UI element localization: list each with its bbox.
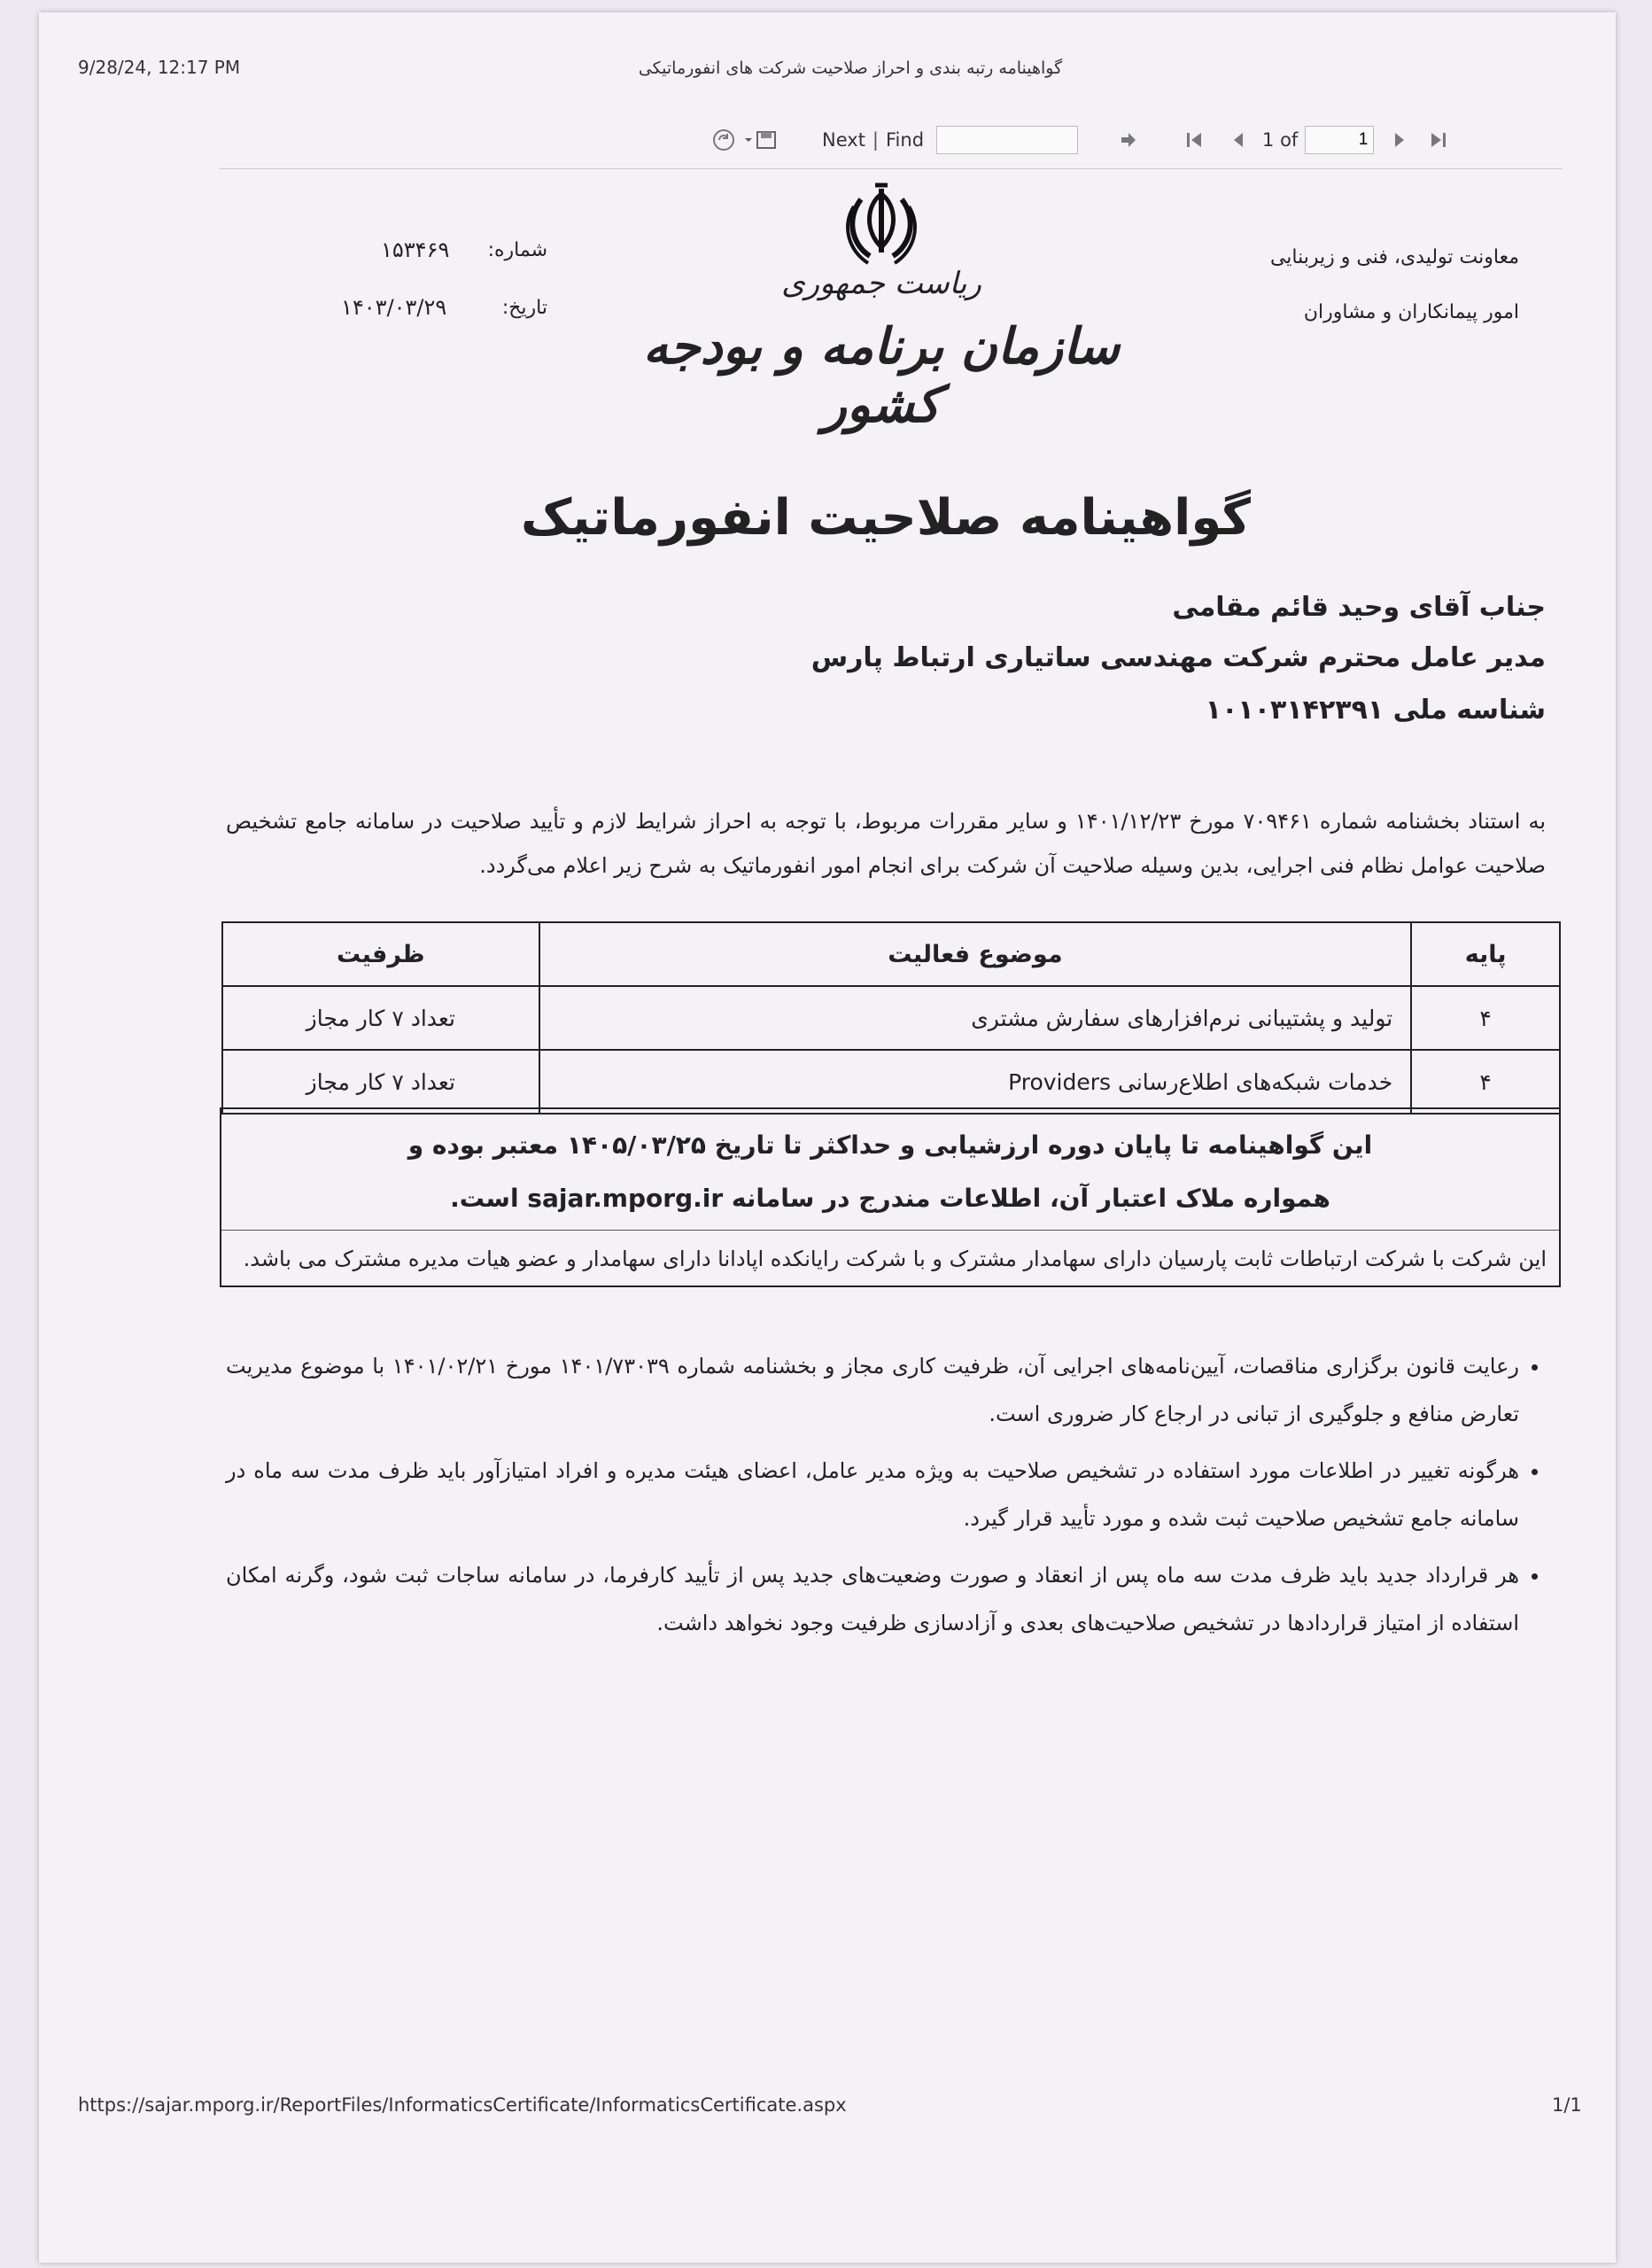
validity-line-1: این گواهینامه تا پایان دوره ارزشیابی و حداکثر تا تاریخ ۱۴۰۵/۰۳/۲۵ معتبر بوده و (407, 1130, 1373, 1160)
table-row (222, 986, 1560, 1050)
page-number-input[interactable] (1305, 126, 1374, 154)
capacity-cell: تعداد ۷ کار مجاز (222, 1050, 539, 1114)
department-line-1: معاونت تولیدی، فنی و زیربنایی (1269, 246, 1519, 268)
refresh-icon[interactable] (709, 125, 739, 155)
intro-paragraph: به استناد بخشنامه شماره ۷۰۹۴۶۱ مورخ ۱۴۰۱/۱۲/۲۳ و سایر مقررات مربوط، با توجه به احراز شرایط لازم و تأیید صلاحیت در سامانه جامع تشخیص صلاحیت عوامل نظام فنی اجرایی، بدین وسیله صلاحیت آن شرکت برای انجام امور انفورماتیک به شرح زیر اعلام می‌گردد. (226, 809, 1547, 878)
shareholder-note: این شرکت با شرکت ارتباطات ثابت پارسیان دارای سهامدار مشترک و با شرکت رایانکده اپادانا دارای سهامدار و عضو هیات مدیره مشترک می باشد. (243, 1247, 1547, 1271)
recipient-position: مدیر عامل محترم شرکت مهندسی ساتیاری ارتباط پارس (810, 642, 1546, 673)
print-page-title: گواهینامه رتبه بندی و احراز صلاحیت شرکت های انفورماتیکی (638, 58, 1063, 78)
activity-cell: خدمات شبکه‌های اطلاع‌رسانی Providers (539, 1050, 1412, 1114)
print-datetime: 9/28/24, 12:17 PM (78, 57, 241, 78)
national-id: شناسه ملی ۱۰۱۰۳۱۴۲۳۹۱ (1205, 695, 1546, 726)
find-input[interactable] (936, 126, 1078, 154)
find-link[interactable]: Find (886, 129, 925, 151)
print-page-number: 1/1 (1552, 2094, 1582, 2116)
next-page-icon[interactable] (1384, 125, 1415, 155)
previous-page-icon[interactable] (1223, 125, 1253, 155)
first-page-icon[interactable] (1179, 125, 1209, 155)
grade-cell: ۴ (1411, 1050, 1560, 1114)
last-page-icon[interactable] (1423, 125, 1454, 155)
list-item: • هرگونه تغییر در اطلاعات مورد استفاده در تشخیص صلاحیت به ویژه مدیر عامل، اعضای هیئت مدیره و افراد امتیازآور باید ظرف مدت سه ماه در سامانه جامع تشخیص صلاحیت ثبت شده و مورد تأیید قرار گیرد. (226, 1447, 1519, 1542)
certificate-title: گواهینامه صلاحیت انفورماتیک (520, 489, 1251, 547)
number-value: ۱۵۳۴۶۹ (381, 237, 450, 262)
list-item: • هر قرارداد جدید باید ظرف مدت سه ماه پس از انعقاد و صورت وضعیت‌های جدید پس از تأیید کارفرما، در سامانه ساجات ثبت شود، وگرنه امکان استفاده از امتیاز قراردادها در تشخیص صلاحیت‌های بعدی و آزادسازی ظرفیت وجود نخواهد داشت. (226, 1551, 1519, 1647)
table-header-row (222, 922, 1560, 986)
print-url: https://sajar.mporg.ir/ReportFiles/InformaticsCertificate/InformaticsCertificate.aspx (78, 2094, 847, 2116)
report-toolbar (709, 115, 1559, 165)
validity-box (220, 1107, 1561, 1287)
export-dropdown-icon[interactable] (739, 125, 783, 155)
activity-cell: تولید و پشتیبانی نرم‌افزارهای سفارش مشتری (539, 986, 1412, 1050)
validity-line-2: همواره ملاک اعتبار آن، اطلاعات مندرج در سامانه sajar.mporg.ir است. (221, 1173, 1559, 1231)
capacity-cell: تعداد ۷ کار مجاز (222, 986, 539, 1050)
org-subtitle: ریاست جمهوری (781, 266, 981, 301)
activity-header: موضوع فعالیت (539, 922, 1412, 986)
number-label: شماره: (487, 239, 547, 261)
grade-header: پایه (1411, 922, 1560, 986)
recipient-name: جناب آقای وحید قائم مقامی (1172, 592, 1546, 623)
toolbar-separator: | (872, 129, 879, 151)
find-go-icon[interactable] (1113, 125, 1144, 155)
date-value: ۱۴۰۳/۰۳/۲۹ (341, 295, 447, 320)
grade-cell: ۴ (1411, 986, 1560, 1050)
capability-table (221, 921, 1561, 1115)
org-name: سازمان برنامه و بودجه کشور (643, 317, 1120, 434)
page-of-label: 1 of (1262, 129, 1299, 151)
list-item: • رعایت قانون برگزاری مناقصات، آیین‌نامه‌های اجرایی آن، ظرفیت کاری مجاز و بخشنامه شماره ۱۴۰۱/۷۳۰۳۹ مورخ ۱۴۰۱/۰۲/۲۱ با موضوع مدیریت تعارض منافع و جلوگیری از تبانی در ارجاع کار ضروری است. (226, 1342, 1519, 1438)
capacity-header: ظرفیت (222, 922, 539, 986)
notes-list (226, 1342, 1546, 1656)
date-label: تاریخ: (501, 297, 547, 319)
iran-emblem-icon (842, 182, 921, 270)
department-line-2: امور پیمانکاران و مشاوران (1303, 301, 1519, 323)
table-row (222, 1050, 1560, 1114)
next-link[interactable]: Next (822, 129, 865, 151)
toolbar-divider (220, 168, 1563, 169)
